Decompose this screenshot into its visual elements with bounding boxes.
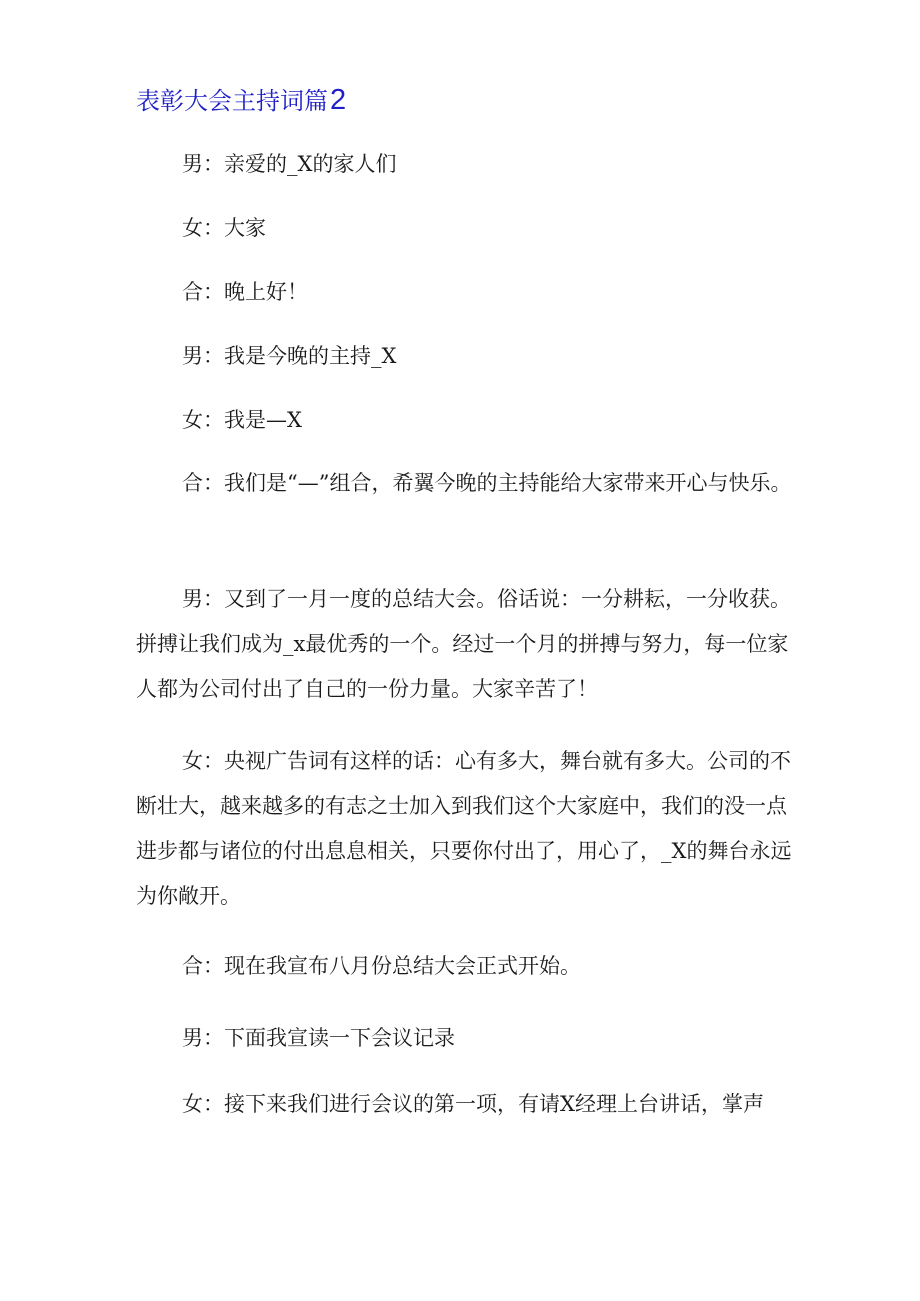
document-title	[136, 82, 346, 119]
paragraph-11: 女：接下来我们进行会议的第一项，有请X经理上台讲话，掌声	[182, 1092, 764, 1116]
paragraph-10: 男：下面我宣读一下会议记录	[182, 1026, 455, 1050]
paragraph-5: 女：我是—X	[182, 408, 302, 432]
title-number: 2	[330, 84, 347, 116]
paragraph-3: 合：晚上好！	[182, 280, 308, 304]
paragraph-9: 合：现在我宣布八月份总结大会正式开始。	[182, 954, 581, 978]
paragraph-8: 女：央视广告词有这样的话：心有多大，舞台就有多大。公司的不断壮大，越来越多的有志之士加入到我们这个大家庭中，我们的没一点进步都与诸位的付出息息相关，只要你付出了，用心了，_X的舞台永远为你敞开。	[136, 749, 792, 908]
title-text: 表彰大会主持词篇	[136, 87, 328, 115]
paragraph-6: 合：我们是“—”组合，希翼今晚的主持能给大家带来开心与快乐。	[182, 471, 792, 495]
paragraph-7: 男：又到了一月一度的总结大会。俗话说：一分耕耘，一分收获。拼搏让我们成为_x最优秀的一个。经过一个月的拼搏与努力，每一位家人都为公司付出了自己的一份力量。大家辛苦了！	[136, 587, 791, 701]
paragraph-4: 男：我是今晚的主持_X	[182, 344, 397, 368]
paragraph-1: 男：亲爱的_X的家人们	[182, 152, 397, 176]
paragraph-2: 女：大家	[182, 216, 266, 240]
